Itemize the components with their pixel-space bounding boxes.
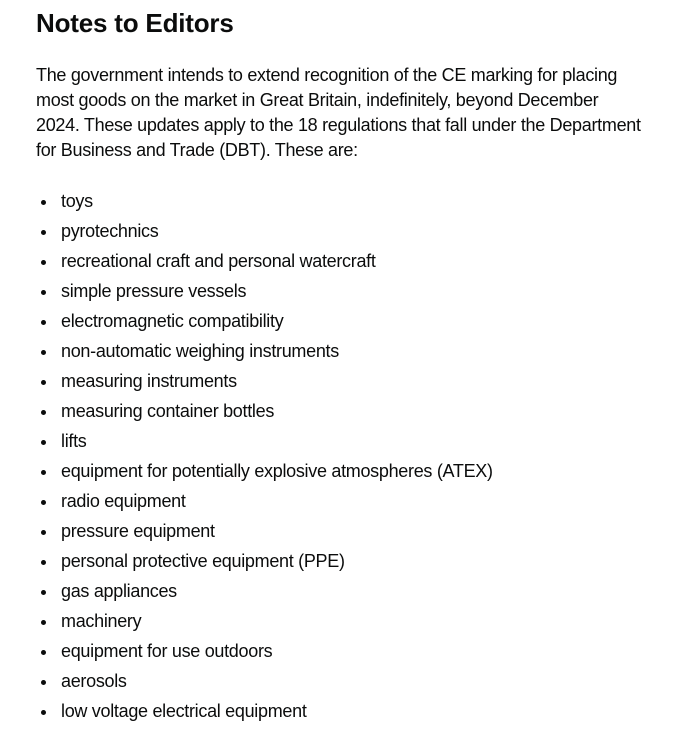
regulation-list-item: • lifts [58,429,646,454]
regulation-list-item: • aerosols [58,669,646,694]
regulation-list-item: • equipment for potentially explosive atmospheres (ATEX) [58,459,646,484]
regulation-list-item: • machinery [58,609,646,634]
section-heading: Notes to Editors [36,8,234,38]
regulation-list-item: • pressure equipment [58,519,646,544]
intro-paragraph: The government intends to extend recognition of the CE marking for placing most goods on the market in Great Britain, indefinitely, beyond December 2024. These updates apply to the 18 regulations that fall under the Department for Business and Trade (DBT). These are: [36,65,641,160]
regulation-list-item: • simple pressure vessels [58,279,646,304]
regulation-list-item: • gas appliances [58,579,646,604]
regulation-list-item: • equipment for use outdoors [58,639,646,664]
regulation-list-item: • personal protective equipment (PPE) [58,549,646,574]
regulation-list-item: • toys [58,189,646,214]
regulation-list-item: • electromagnetic compatibility [58,309,646,334]
regulation-list-item: • measuring instruments [58,369,646,394]
regulation-list-item: • recreational craft and personal watercraft [58,249,646,274]
regulation-list-item: • pyrotechnics [58,219,646,244]
regulation-list-item: • radio equipment [58,489,646,514]
regulation-list-item: • low voltage electrical equipment [58,699,646,724]
regulations-list [36,189,646,724]
regulation-list-item: • measuring container bottles [58,399,646,424]
regulation-list-item: • non-automatic weighing instruments [58,339,646,364]
